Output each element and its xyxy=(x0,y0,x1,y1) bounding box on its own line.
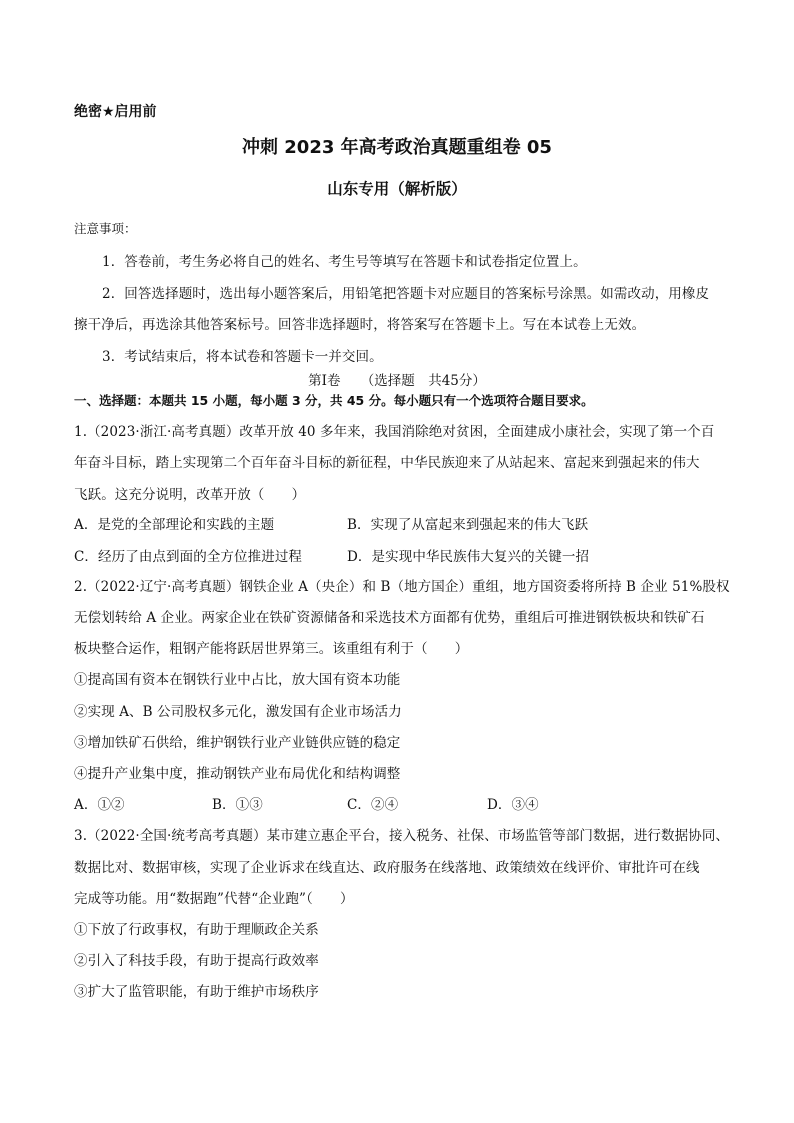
option-a: A．①② xyxy=(74,797,125,813)
question-stem-line: 完成等功能。用“数据跑”代替“企业跑”（ ） xyxy=(74,891,354,907)
section-instruction: 一、选择题：本题共 15 小题，每小题 3 分，共 45 分。每小题只有一个选项符合题目要求。 xyxy=(74,393,594,408)
option-b: B．实现了从富起来到强起来的伟大飞跃 xyxy=(347,517,589,533)
confidential-label: 绝密★启用前 xyxy=(74,104,157,120)
statement: ③扩大了监管职能，有助于维护市场秩序 xyxy=(74,984,319,1000)
statement: ②引入了科技手段，有助于提高行政效率 xyxy=(74,953,319,969)
page-title: 冲刺 2023 年高考政治真题重组卷 05 xyxy=(242,137,552,158)
statement: ④提升产业集中度，推动钢铁产业布局优化和结构调整 xyxy=(74,766,401,782)
question-stem-line: 板块整合运作，粗钢产能将跃居世界第三。该重组有利于（ ） xyxy=(74,641,469,657)
option-d: D．是实现中华民族伟大复兴的关键一招 xyxy=(347,549,590,565)
question-stem-line: 2.（2022·辽宁·高考真题）钢铁企业 A（央企）和 B（地方国企）重组，地方国资委将所持 B 企业 51%股权 xyxy=(74,579,730,595)
section-heading: 第Ⅰ卷 （选择题 共45分） xyxy=(308,373,486,389)
option-d: D．③④ xyxy=(487,797,539,813)
question-stem-line: 无偿划转给 A 企业。两家企业在铁矿资源储备和采选技术方面都有优势，重组后可推进钢铁板块和铁矿石 xyxy=(74,610,705,626)
notes-heading: 注意事项： xyxy=(74,221,137,236)
option-c: C．②④ xyxy=(347,797,399,813)
note-item: 擦干净后，再选涂其他答案标号。回答非选择题时，将答案写在答题卡上。写在本试卷上无效。 xyxy=(74,317,646,333)
note-item: 1．答卷前，考生务必将自己的姓名、考生号等填写在答题卡和试卷指定位置上。 xyxy=(102,254,587,270)
question-stem-line: 数据比对、数据审核，实现了企业诉求在线直达、政府服务在线落地、政策绩效在线评价、审批许可在线 xyxy=(74,860,700,876)
question-stem-line: 1.（2023·浙江·高考真题）改革开放 40 多年来，我国消除绝对贫困，全面建成小康社会，实现了第一个百 xyxy=(74,424,715,440)
question-stem-line: 3.（2022·全国·统考高考真题）某市建立惠企平台，接入税务、社保、市场监管等部门数据，进行数据协同、 xyxy=(74,828,730,844)
note-item: 3．考试结束后，将本试卷和答题卡一并交回。 xyxy=(102,349,383,365)
note-item: 2．回答选择题时，选出每小题答案后，用铅笔把答题卡对应题目的答案标号涂黑。如需改动，用橡皮 xyxy=(102,286,710,302)
option-c: C．经历了由点到面的全方位推进过程 xyxy=(74,549,303,565)
statement: ①提高国有资本在钢铁行业中占比，放大国有资本功能 xyxy=(74,672,401,688)
question-stem-line: 飞跃。这充分说明，改革开放（ ） xyxy=(74,487,306,503)
question-stem-line: 年奋斗目标，踏上实现第二个百年奋斗目标的新征程，中华民族迎来了从站起来、富起来到强起来的伟大 xyxy=(74,455,700,471)
page-subtitle: 山东专用（解析版） xyxy=(327,180,467,198)
option-a: A．是党的全部理论和实践的主题 xyxy=(74,517,275,533)
statement: ②实现 A、B 公司股权多元化，激发国有企业市场活力 xyxy=(74,704,402,720)
statement: ①下放了行政事权，有助于理顺政企关系 xyxy=(74,922,319,938)
option-b: B．①③ xyxy=(212,797,263,813)
statement: ③增加铁矿石供给，维护钢铁行业产业链供应链的稳定 xyxy=(74,735,401,751)
